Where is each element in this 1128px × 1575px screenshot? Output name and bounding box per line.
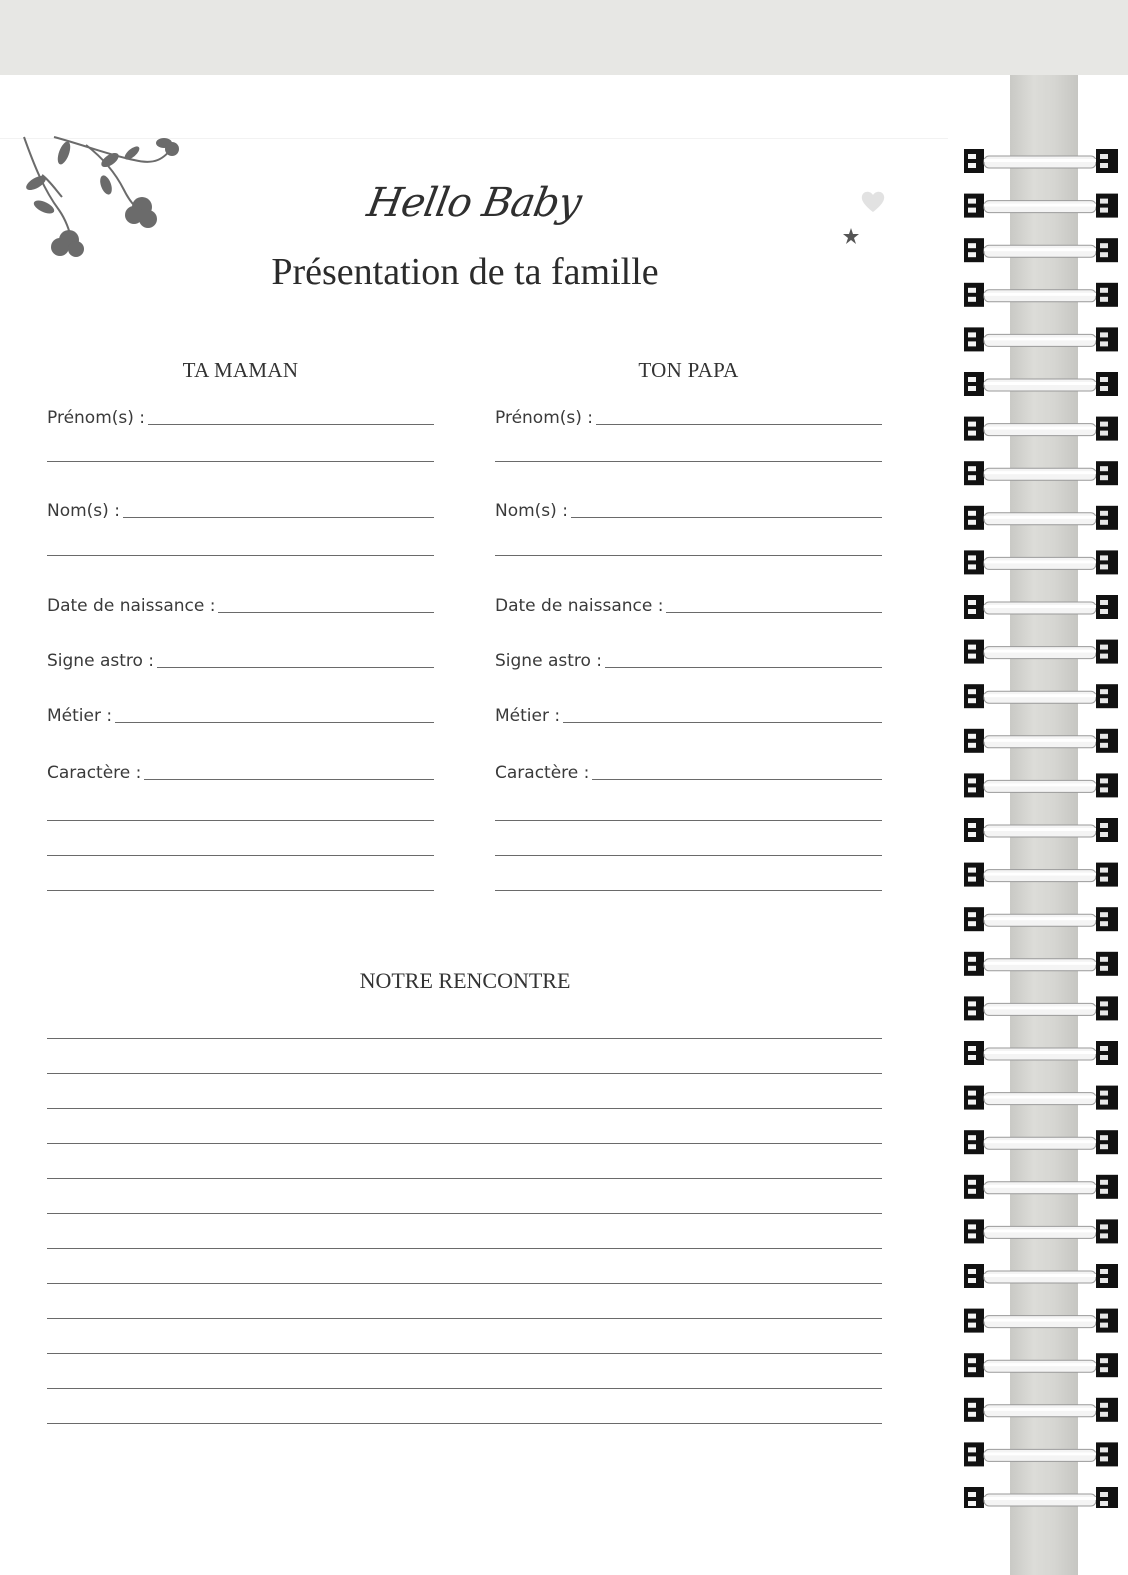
spiral-ring xyxy=(964,773,1118,797)
spiral-ring xyxy=(964,238,1118,262)
field-label: Prénom(s) : xyxy=(47,408,146,428)
field-label: Caractère : xyxy=(47,763,142,783)
mother-birth-date-field[interactable] xyxy=(47,592,434,616)
meeting-writing-line[interactable] xyxy=(47,1423,882,1424)
field-label: Signe astro : xyxy=(47,651,155,671)
spiral-ring xyxy=(964,952,1118,976)
spiral-ring xyxy=(964,640,1118,664)
writing-line[interactable] xyxy=(47,890,434,891)
mother-heading: TA MAMAN xyxy=(182,358,299,382)
spiral-ring xyxy=(964,149,1118,173)
star-icon xyxy=(842,227,860,245)
meeting-writing-line[interactable] xyxy=(47,1213,882,1214)
spiral-ring xyxy=(964,283,1118,307)
writing-line[interactable] xyxy=(47,855,434,856)
spiral-ring xyxy=(964,1086,1118,1110)
page-title: Présentation de ta famille xyxy=(271,251,659,293)
meeting-writing-line[interactable] xyxy=(47,1318,882,1319)
father-first-name-field[interactable] xyxy=(495,404,882,428)
spiral-ring xyxy=(964,1442,1118,1466)
spiral-ring xyxy=(964,1398,1118,1422)
meeting-writing-line[interactable] xyxy=(47,1388,882,1389)
field-label: Métier : xyxy=(495,706,561,726)
spiral-ring xyxy=(964,1175,1118,1199)
writing-line[interactable] xyxy=(47,555,434,556)
meeting-writing-line[interactable] xyxy=(47,1108,882,1109)
spiral-ring xyxy=(964,863,1118,887)
field-label: Prénom(s) : xyxy=(495,408,594,428)
writing-line[interactable] xyxy=(495,461,882,462)
spiral-ring xyxy=(964,417,1118,441)
spiral-ring xyxy=(964,1264,1118,1288)
mother-first-name-field[interactable] xyxy=(47,404,434,428)
meeting-writing-line[interactable] xyxy=(47,1143,882,1144)
father-heading: TON PAPA xyxy=(638,358,739,382)
spiral-ring xyxy=(964,907,1118,931)
spiral-ring xyxy=(964,506,1118,530)
mother-job-field[interactable] xyxy=(47,702,434,726)
spiral-ring xyxy=(964,194,1118,218)
meeting-writing-line[interactable] xyxy=(47,1283,882,1284)
writing-line[interactable] xyxy=(495,855,882,856)
writing-line[interactable] xyxy=(47,461,434,462)
father-birth-date-field[interactable] xyxy=(495,592,882,616)
meeting-writing-line[interactable] xyxy=(47,1248,882,1249)
field-label: Date de naissance : xyxy=(495,596,664,616)
spiral-ring xyxy=(964,1219,1118,1243)
spiral-ring xyxy=(964,996,1118,1020)
spiral-ring xyxy=(964,327,1118,351)
writing-line[interactable] xyxy=(495,820,882,821)
spiral-ring xyxy=(964,372,1118,396)
spiral-ring xyxy=(964,684,1118,708)
spiral-ring xyxy=(964,729,1118,753)
field-label: Nom(s) : xyxy=(495,501,568,521)
spiral-ring xyxy=(964,595,1118,619)
spiral-ring xyxy=(964,550,1118,574)
writing-line[interactable] xyxy=(495,890,882,891)
spiral-binding xyxy=(948,138,1128,1508)
mother-character-field[interactable] xyxy=(47,759,434,783)
spiral-ring xyxy=(964,1487,1118,1508)
spiral-ring xyxy=(964,1041,1118,1065)
spiral-ring xyxy=(964,1130,1118,1154)
father-last-name-field[interactable] xyxy=(495,497,882,521)
field-label: Date de naissance : xyxy=(47,596,216,616)
meeting-writing-line[interactable] xyxy=(47,1038,882,1039)
field-label: Métier : xyxy=(47,706,113,726)
meeting-writing-line[interactable] xyxy=(47,1353,882,1354)
field-label: Nom(s) : xyxy=(47,501,120,521)
script-title: Hello Baby xyxy=(363,180,585,226)
field-label: Caractère : xyxy=(495,763,590,783)
father-job-field[interactable] xyxy=(495,702,882,726)
writing-line[interactable] xyxy=(495,555,882,556)
mother-last-name-field[interactable] xyxy=(47,497,434,521)
meeting-writing-line[interactable] xyxy=(47,1073,882,1074)
field-label: Signe astro : xyxy=(495,651,603,671)
mother-astro-sign-field[interactable] xyxy=(47,647,434,671)
meeting-heading: NOTRE RENCONTRE xyxy=(359,968,571,993)
spiral-ring xyxy=(964,461,1118,485)
writing-line[interactable] xyxy=(47,820,434,821)
father-character-field[interactable] xyxy=(495,759,882,783)
father-astro-sign-field[interactable] xyxy=(495,647,882,671)
meeting-writing-line[interactable] xyxy=(47,1178,882,1179)
spiral-ring xyxy=(964,1309,1118,1333)
spiral-ring xyxy=(964,1353,1118,1377)
spiral-ring xyxy=(964,818,1118,842)
